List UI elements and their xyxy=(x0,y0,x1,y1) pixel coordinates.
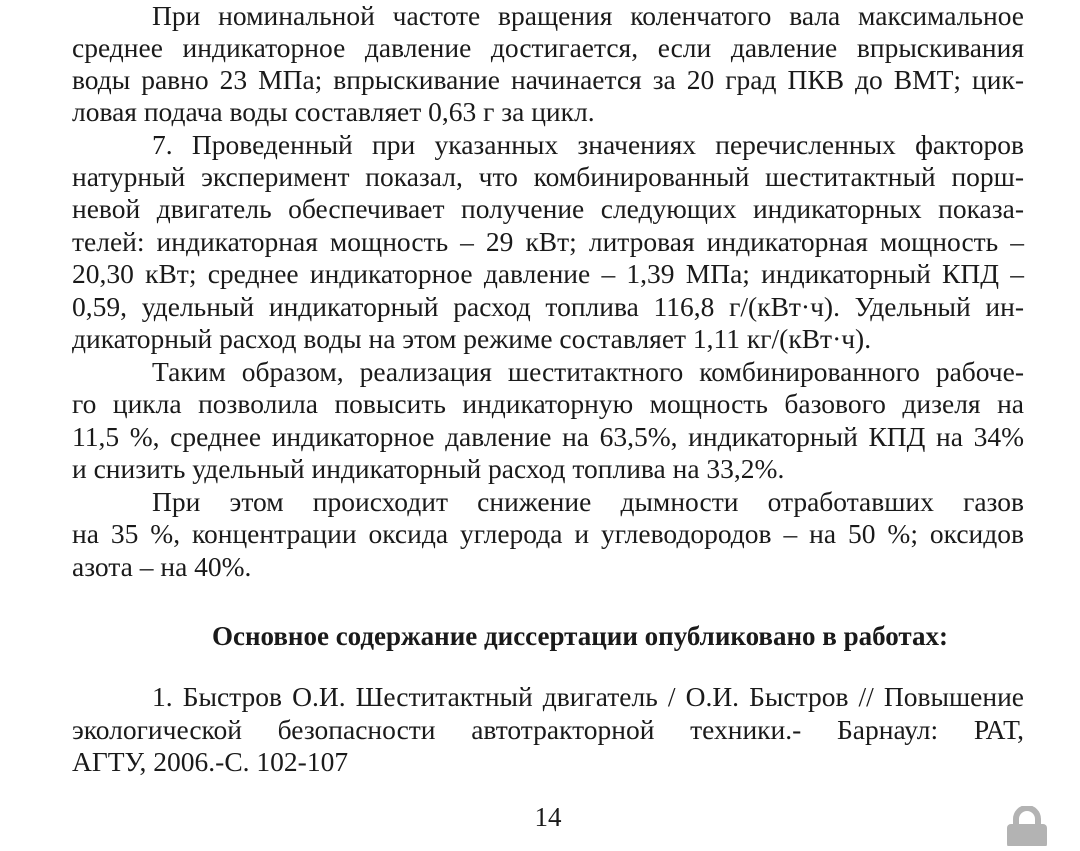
section-heading xyxy=(0,620,1080,652)
reference-1-line-2: экологической безопасности автотракторной техники.- Барнаул: РАТ, xyxy=(72,714,1024,745)
reference-1-line-3: АГТУ, 2006.-С. 102-107 xyxy=(72,746,349,777)
paragraph-4-line-2: на 35 %, концентрации оксида углерода и углеводородов – на 50 %; оксидов xyxy=(72,518,1024,549)
paragraph-2-line-6: 0,59, удельный индикаторный расход топлива 116,8 г/(кВт·ч). Удельный ин- xyxy=(72,291,1024,322)
paragraph-4-line-3: азота – на 40%. xyxy=(72,551,252,582)
paragraph-2-line-4: телей: индикаторная мощность – 29 кВт; литровая индикаторная мощность – xyxy=(72,226,1024,257)
paragraph-2-line-5: 20,30 кВт; среднее индикаторное давление – 1,39 МПа; индикаторный КПД – xyxy=(72,258,1024,289)
lock-icon[interactable] xyxy=(1004,806,1050,846)
paragraph-3-line-4: и снизить удельный индикаторный расход топлива на 33,2%. xyxy=(72,453,785,484)
paragraph-2-line-3: невой двигатель обеспечивает получение следующих индикаторных показа- xyxy=(72,193,1024,224)
paragraph-2-line-7: дикаторный расход воды на этом режиме составляет 1,11 кг/(кВт·ч). xyxy=(72,323,872,354)
paragraph-1-line-2: среднее индикаторное давление достигается, если давление впрыскивания xyxy=(72,32,1024,63)
reference-1-line-1: 1. Быстров О.И. Шеститактный двигатель / О.И. Быстров // Повышение xyxy=(152,681,1024,712)
paragraph-1-line-3: воды равно 23 МПа; впрыскивание начинается за 20 град ПКВ до ВМТ; цик- xyxy=(72,64,1024,95)
paragraph-3-line-3: 11,5 %, среднее индикаторное давление на 63,5%, индикаторный КПД на 34% xyxy=(72,421,1024,452)
paragraph-4-line-1: При этом происходит снижение дымности отработавших газов xyxy=(152,486,1024,517)
paragraph-3-line-2: го цикла позволила повысить индикаторную мощность базового дизеля на xyxy=(72,388,1024,419)
paragraph-1-line-4: ловая подача воды составляет 0,63 г за цикл. xyxy=(72,96,595,127)
section-heading-text: Основное содержание диссертации опубликовано в работах: xyxy=(211,621,949,651)
paragraph-2-line-2: натурный эксперимент показал, что комбинированный шеститактный порш- xyxy=(72,161,1024,192)
paragraph-1-line-1: При номинальной частоте вращения коленчатого вала максимальное xyxy=(152,0,1024,31)
page-number: 14 xyxy=(534,802,562,832)
paragraph-2-line-1: 7. Проведенный при указанных значениях перечисленных факторов xyxy=(152,129,1024,160)
paragraph-3-line-1: Таким образом, реализация шеститактного комбинированного рабоче- xyxy=(152,356,1024,387)
